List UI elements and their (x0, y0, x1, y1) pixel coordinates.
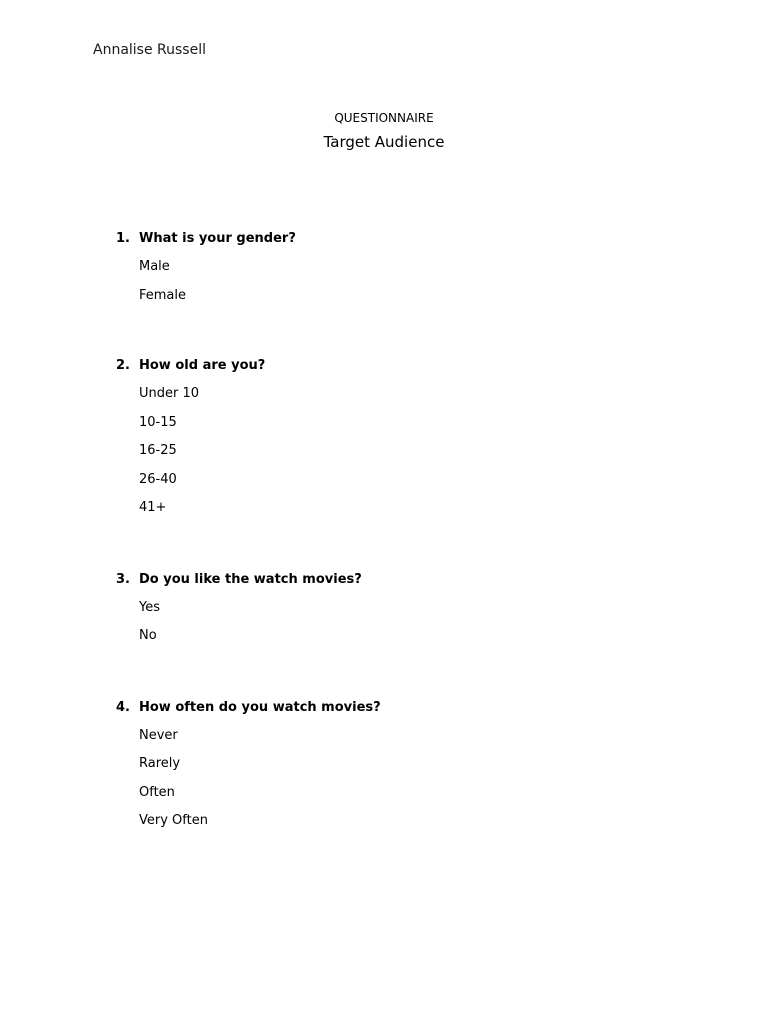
question-number: 4. (116, 700, 130, 715)
option-26-40: 26-40 (139, 472, 177, 487)
question-text: What is your gender? (139, 231, 296, 246)
option-rarely: Rarely (139, 756, 181, 771)
question-text: How old are you? (139, 358, 266, 373)
document-label: QUESTIONNAIRE (334, 111, 434, 125)
option-yes: Yes (139, 600, 160, 615)
option-no: No (139, 628, 157, 643)
option-10-15: 10-15 (139, 415, 177, 430)
option-female: Female (139, 288, 187, 303)
option-16-25: 16-25 (139, 443, 177, 458)
question-number: 2. (116, 358, 130, 373)
question-number: 1. (116, 231, 130, 246)
question-text: Do you like the watch movies? (139, 572, 362, 587)
option-male: Male (139, 259, 170, 274)
option-often: Often (139, 785, 175, 800)
document-title: Target Audience (323, 133, 445, 151)
option-never: Never (139, 728, 178, 743)
author-name: Annalise Russell (93, 42, 206, 58)
question-number: 3. (116, 572, 130, 587)
question-text: How often do you watch movies? (139, 700, 381, 715)
option-very-often: Very Often (139, 813, 208, 828)
option-41-plus: 41+ (139, 500, 167, 515)
option-under-10: Under 10 (139, 386, 200, 401)
